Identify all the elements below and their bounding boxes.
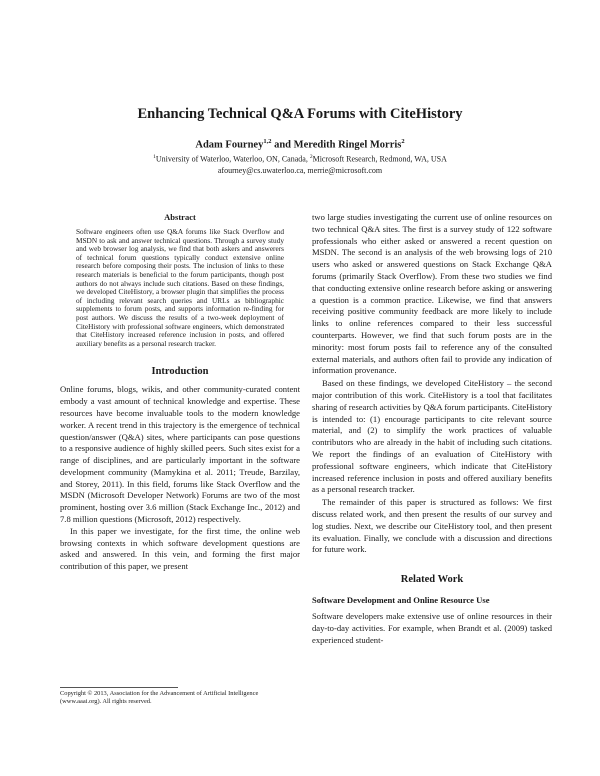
related-work-subheading: Software Development and Online Resource Use — [312, 595, 490, 606]
intro-paragraph: In this paper we investigate, for the first time, the online web browsing contexts in which software development questions are asked and answered. In this vein, and forming the first major contribution of this paper, we present — [60, 525, 300, 572]
related-work-paragraph: Software developers make extensive use of online resources in their day-to-day activities. For example, when Brandt et al. (2009) tasked experienced student- — [312, 611, 552, 645]
intro-paragraph: Based on these findings, we developed CiteHistory – the second major contribution of this work. CiteHistory is a tool that facilitates sharing of research activities by Q&A forum participants. CiteHistory is intended to: (1) encourage participants to cite relevant source material, and (2) to simplify the work practices of valuable contributors who are already in the habit of including such citations. We report the findings of an evaluation of CiteHistory with professional software engineers, which indicate that CiteHistory increased reference inclusion in posts and offered auxiliary benefits as a personal research tracker. — [312, 378, 552, 495]
author-joiner: and — [271, 139, 294, 151]
paper-title: Enhancing Technical Q&A Forums with CiteHistory — [137, 106, 463, 122]
author-name: Meredith Ringel Morris — [293, 139, 402, 151]
author-superscript: 2 — [401, 138, 405, 145]
abstract-heading: Abstract — [164, 212, 196, 222]
intro-paragraph: Online forums, blogs, wikis, and other community-curated content embody a vast amount of technical knowledge and expertise. These resources have become invaluable tools to the modern knowledge worker. A recent trend in this trajectory is the emergence of technical question/answer (Q&A) sites, where participants can pose questions to a responsive audience of highly skilled peers. Such sites exist for a range of disciplines, and are particularly important in the software development community (Mamykina et al. 2011; Treude, Barzilay, and Storey, 2011). In this field, forums like Stack Overflow and the MSDN (Microsoft Developer Network) Forums are two of the most prominent, hosting over 3.6 million (Stack Exchange Inc., 2012) and 7.8 million questions (Microsoft, 2012) respectively. — [60, 384, 300, 525]
intro-paragraph: The remainder of this paper is structured as follows: We first discuss related work, and then present the results of our survey and log studies. Next, we describe our CiteHistory tool, and then present its evaluation. Finally, we conclude with a discussion and directions for future work. — [312, 497, 552, 555]
author-emails: afourney@cs.uwaterloo.ca, merrie@microsoft.com — [217, 166, 383, 175]
affiliation-superscript: 1 — [153, 154, 156, 160]
author-name: Adam Fourney — [195, 139, 264, 151]
right-column — [312, 212, 552, 647]
author-superscript: 1,2 — [263, 138, 272, 145]
copyright-footnote: Copyright © 2013, Association for the Advancement of Artificial Intelligence (www.aaai.org). All rights reserved. — [60, 690, 259, 705]
introduction-heading: Introduction — [151, 366, 209, 378]
footnote-rule — [60, 687, 178, 688]
affiliation-text: Microsoft Research, Redmond, WA, USA — [312, 154, 447, 164]
left-column — [60, 212, 300, 573]
intro-paragraph: two large studies investigating the current use of online resources on two technical Q&A sites. The first is a survey study of 122 software professionals who either asked or answered a recent question on MSDN. The second is an analysis of the web browsing logs of 210 users who asked or answered questions on Stack Exchange Q&A forums (primarily Stack Overflow). From these two studies we find that conducting extensive online research before asking or answering a question is a common practice. Likewise, we find that answers receiving positive community feedback are more likely to include links to online references compared to their less successful counterparts. However, we find that such forum posts are in the minority: most forum posts fail to reference any of the consulted external materials, and authors often fail to provide any indication of information provenance. — [312, 212, 552, 376]
affiliation-superscript: 2 — [309, 154, 313, 160]
affiliation-line — [0, 154, 600, 164]
related-work-heading: Related Work — [400, 574, 464, 586]
author-line — [0, 138, 600, 151]
affiliation-text: University of Waterloo, Waterloo, ON, Canada, — [155, 154, 310, 164]
abstract-body: Software engineers often use Q&A forums like Stack Overflow and MSDN to ask and answer technical questions. Through a survey study and web browser log analysis, we find that both askers and answerers of technical forum questions typically conduct extensive online research before composing their posts. The inclusion of links to these research materials is beneficial to the forum participants, though post authors do not always include such citations. Based on these findings, we developed CiteHistory, a browser plugin that simplifies the process of including relevant search queries and URLs as bibliographic supplements to forum posts, and supports information re-finding for post authors. We discuss the results of a two-week deployment of CiteHistory with professional software engineers, which demonstrated that CiteHistory increased reference inclusion in posts, and offered auxiliary benefits as a personal research tracker. — [76, 227, 284, 348]
